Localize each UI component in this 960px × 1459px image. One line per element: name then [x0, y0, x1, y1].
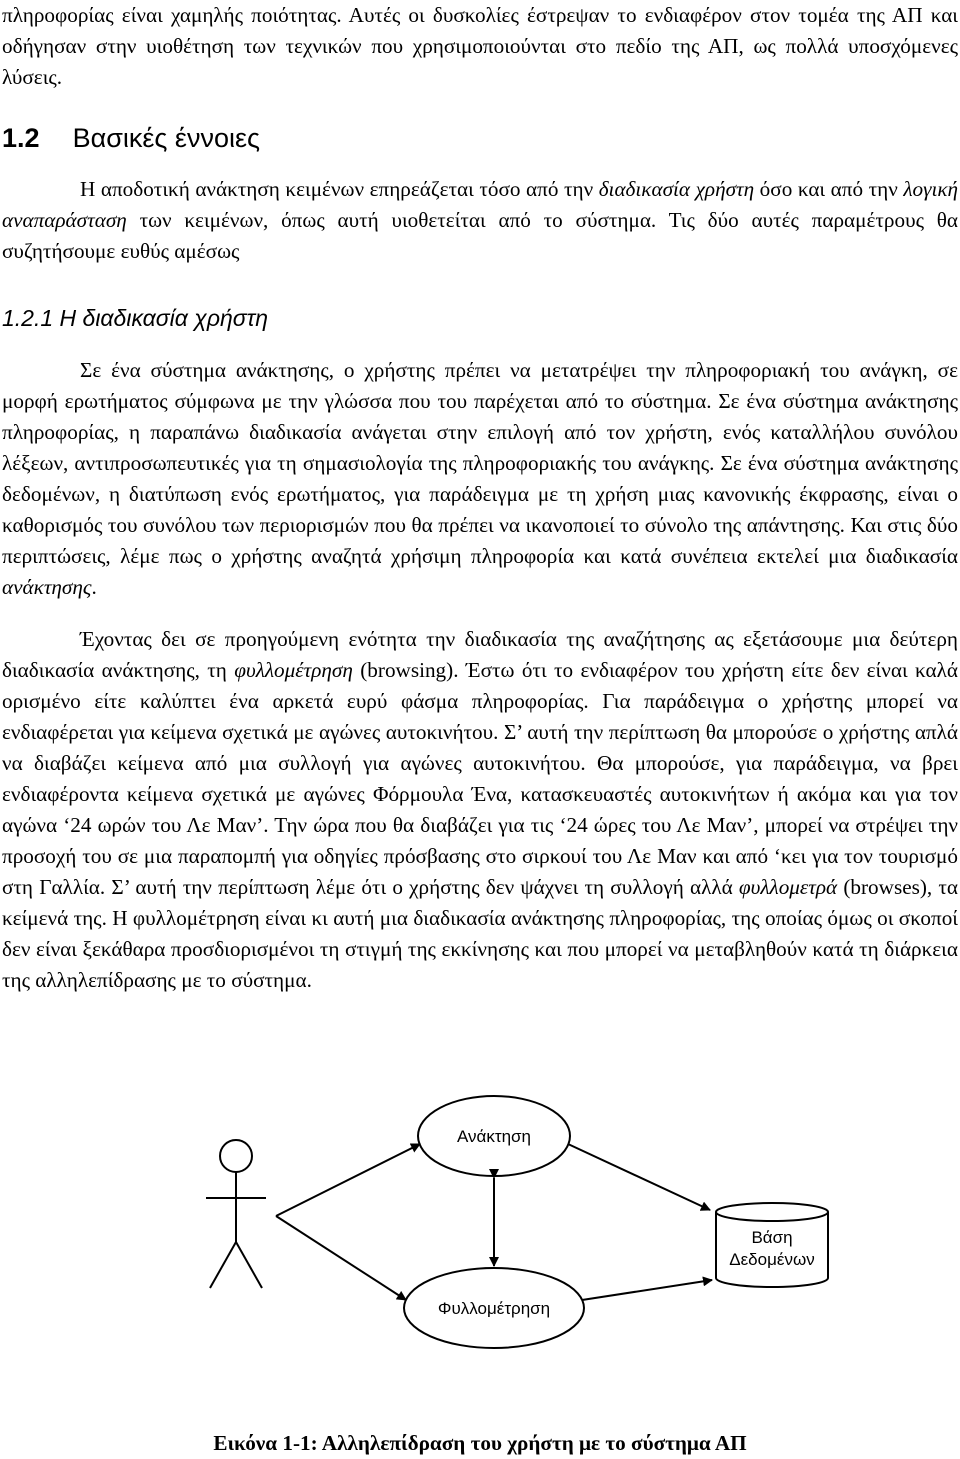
text-run: των κειμένων, όπως αυτή υιοθετείται από το σύστημα. Τις δύο αυτές παραμέτρους θα συζητήσουμε ευθύς αμέσως: [2, 208, 958, 263]
subsection-paragraph-2: [2, 624, 958, 996]
section-paragraph: [2, 174, 958, 267]
figure-caption: Εικόνα 1-1: Αλληλεπίδραση του χρήστη με το σύστημα ΑΠ: [213, 1431, 747, 1455]
arrow-user-to-retrieval: [276, 1144, 420, 1216]
emphasis-text: φυλλομετρά: [738, 875, 838, 899]
text-run: Σε ένα σύστημα ανάκτησης, ο χρήστης πρέπει να μετατρέψει την πληροφοριακή του ανάγκη, σε μορφή ερωτήματος σύμφωνα με την γλώσσα που του παρέχεται από το σύστημα. Σε ένα σύστημα ανάκτησης πληροφορίας, η παραπάνω διαδικασία ανάγεται στην επιλογή από τον χρήστη, ενός καταλλήλου συνόλου λέξεων, αντιπροσωπευτικές για τη σημασιολογία της πληροφοριακής του ανάγκης. Σε ένα σύστημα ανάκτησης δεδομένων, η διατύπωση ενός ερωτήματος, για παράδειγμα με τη χρήση μιας κανονικής έκφρασης, είναι ο καθορισμός του συνόλου των περιορισμών που θα πρέπει να ικανοποιεί το σύνολο της απάντησης. Και στις δύο περιπτώσεις, λέμε πως ο χρήστης αναζητά χρήσιμη πληροφορία και κατά συνέπεια εκτελεί μια διαδικασία: [2, 358, 958, 568]
text-run: όσο και από την: [754, 177, 904, 201]
database-label-line2: Δεδομένων: [729, 1250, 815, 1269]
emphasis-text: φυλλομέτρηση: [234, 658, 353, 682]
text-run: (browses), τα κείμενά της. Η φυλλομέτρηση είναι κι αυτή μια διαδικασία ανάκτησης πληροφορίας, της οποίας όμως οι σκοποί δεν είναι ξεκάθαρα προσδιορισμένοι τη στιγμή της εκκίνησης και που μπορεί να μεταβληθούν κατά τη διάρκεια της αλληλεπίδρασης με το σύστημα.: [2, 875, 958, 992]
intro-paragraph: πληροφορίας είναι χαμηλής ποιότητας. Αυτές οι δυσκολίες έστρεψαν το ενδιαφέρον στον τομέα της ΑΠ και οδήγησαν στην υιοθέτηση των τεχνικών που χρησιμοποιούνται στο πεδίο της ΑΠ, ως πολλά υποσχόμενες λύσεις.: [2, 3, 958, 89]
section-number: 1.2: [2, 123, 40, 153]
text-run: Έχοντας δει σε προηγούμενη ενότητα την διαδικασία της αναζήτησης ας εξετάσουμε μια δεύτερη διαδικασία ανάκτησης, τη: [2, 627, 958, 682]
text-run: .: [91, 575, 97, 599]
section-heading: [2, 123, 260, 154]
arrow-user-to-browsing: [276, 1216, 406, 1300]
retrieval-label: Ανάκτηση: [457, 1127, 531, 1146]
emphasis-text: ανάκτησης: [2, 575, 92, 599]
text-run: Η αποδοτική ανάκτηση κειμένων επηρεάζεται τόσο από την: [80, 177, 599, 201]
text-run: (browsing). Έστω ότι το ενδιαφέρον του χρήστη είτε δεν είναι καλά ορισμένο είτε καλύπτει ένα αρκετά ευρύ φάσμα πληροφορίας. Για παράδειγμα ο χρήστης μπορεί να ενδιαφέρεται για κείμενα σχετικά με αγώνες αυτοκινήτου. Σ’ αυτή την περίπτωση θα μπορούσε ο χρήστης απλά να διαβάζει κείμενα από μια συλλογή για αγώνες αυτοκινήτου. Θα μπορούσε, για παράδειγμα, να βρει ενδιαφέροντα κείμενα σχετικά με αγώνες Φόρμουλα Ένα, κατασκευαστές αυτοκινήτων ή ακόμα και για τον αγώνα ‘24 ωρών του Λε Μαν’. Την ώρα που θα διαβάζει για τις ‘24 ώρες του Λε Μαν’, μπορεί να στρέψει την προσοχή του σε μια παραπομπή για οδηγίες πρόσβασης στο σιρκουί του Λε Μαν και από ‘κει για τον τουρισμό στη Γαλλία. Σ’ αυτή την περίπτωση λέμε ότι ο χρήστης δεν ψάχνει τη συλλογή αλλά: [2, 658, 958, 899]
browsing-label: Φυλλομέτρηση: [437, 1299, 551, 1318]
emphasis-text: λογική αναπαράσταση: [2, 177, 959, 232]
user-figure-icon: [206, 1140, 266, 1288]
arrow-retrieval-to-db: [568, 1144, 710, 1210]
database-label-line1: Βάση: [751, 1228, 793, 1247]
section-title: Βασικές έννοιες: [72, 123, 261, 153]
interaction-diagram: [0, 1040, 960, 1360]
emphasis-text: διαδικασία χρήστη: [598, 177, 755, 201]
subsection-heading: 1.2.1 Η διαδικασία χρήστη: [2, 305, 269, 331]
subsection-paragraph-1: [2, 355, 958, 603]
arrow-browsing-to-db: [582, 1280, 712, 1300]
